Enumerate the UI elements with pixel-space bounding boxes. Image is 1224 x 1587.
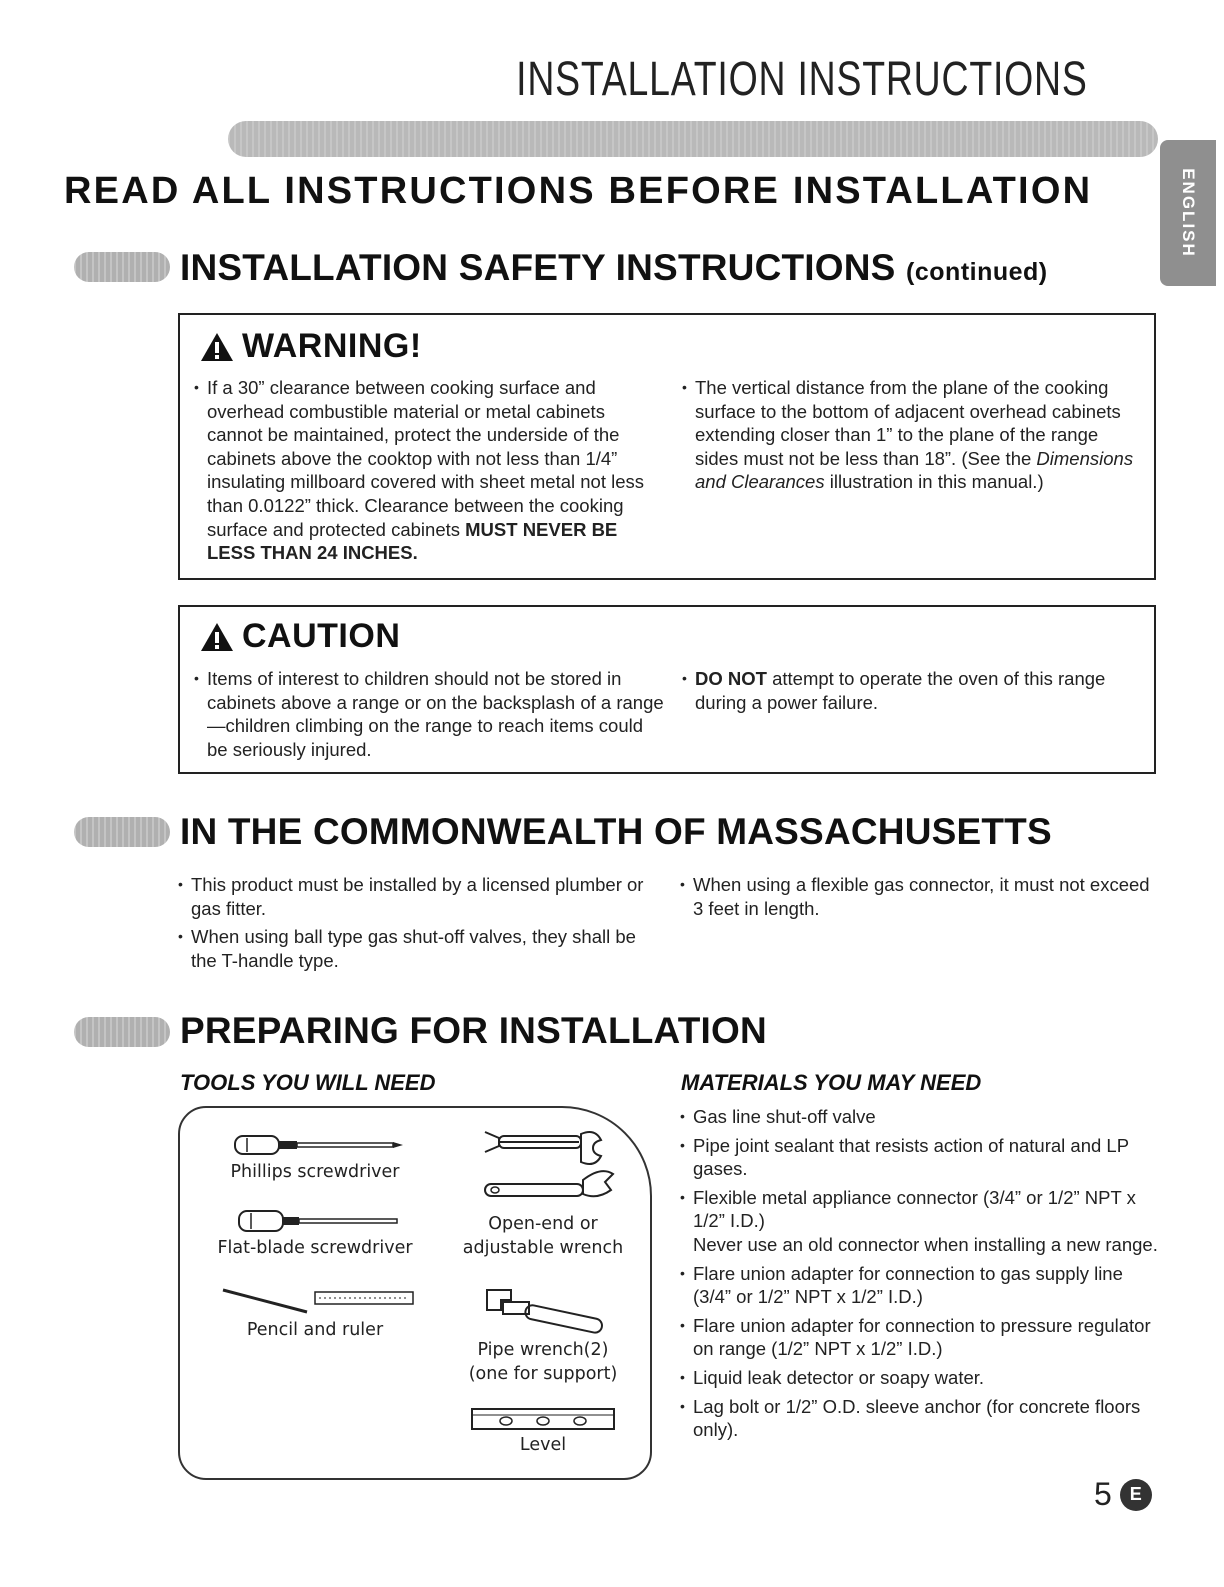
materials-item: • Lag bolt or 1/2” O.D. sleeve anchor (for concrete floors only). [680, 1395, 1160, 1442]
tool-wrench-label-2: adjustable wrench [462, 1238, 624, 1258]
brand-mark-icon: E [1120, 1479, 1152, 1511]
page-number-text: 5 [1094, 1476, 1112, 1512]
warning-title-row [200, 327, 422, 366]
caution-left-column [194, 667, 664, 761]
phillips-screwdriver-icon [225, 1130, 405, 1160]
caution-title: CAUTION [242, 617, 401, 655]
tool-level [448, 1403, 638, 1457]
tool-wrench [448, 1120, 638, 1260]
page-title: INSTALLATION INSTRUCTIONS [516, 53, 1088, 106]
tool-pipe-wrench-label-1: Pipe wrench(2) [477, 1340, 609, 1360]
caution-right-bold: DO NOT [695, 668, 767, 689]
materials-list [680, 1105, 1160, 1442]
page-number [1094, 1476, 1152, 1513]
caution-right-text: attempt to operate the oven of this range during a power failure. [695, 668, 1106, 713]
warning-title: WARNING! [242, 327, 422, 365]
flat-screwdriver-icon [225, 1206, 405, 1236]
warning-right-item [682, 376, 1142, 494]
tool-level-label: Level [519, 1435, 567, 1455]
caution-right-item [682, 667, 1142, 714]
wrench-icon [463, 1120, 623, 1212]
caution-right-column [682, 667, 1142, 714]
tool-phillips [215, 1130, 415, 1184]
warning-left-text: If a 30” clearance between cooking surface and overhead combustible material or metal cabinets cannot be maintained, protect the underside of the cabinets above the cooktop with not less than 1/4” insulating millboard covered with sheet metal not less than 0.0122” thick. Clearance between the cooking surface and protected cabinets [207, 377, 645, 540]
pencil-ruler-icon [215, 1284, 415, 1318]
massachusetts-item: • When using ball type gas shut-off valves, they shall be the T-handle type. [178, 925, 656, 972]
massachusetts-right-column [680, 873, 1150, 920]
tool-phillips-label: Phillips screwdriver [230, 1162, 400, 1182]
main-heading: READ ALL INSTRUCTIONS BEFORE INSTALLATION [64, 170, 1093, 212]
section-marker [74, 1017, 170, 1047]
massachusetts-left-column [178, 873, 656, 972]
warning-left-bold: MUST NEVER BE LESS THAN 24 INCHES. [207, 518, 618, 564]
materials-item: • Liquid leak detector or soapy water. [680, 1366, 1160, 1390]
level-icon [468, 1403, 618, 1433]
tool-wrench-label-1: Open-end or [488, 1214, 598, 1234]
section-marker [74, 252, 170, 282]
tool-pipe-wrench-label-2: (one for support) [468, 1364, 618, 1384]
warning-right-italic: Dimensions and Clearances [695, 447, 1134, 493]
warning-right-text-after: illustration in this manual.) [829, 471, 1044, 493]
pipe-wrench-icon [473, 1286, 613, 1338]
massachusetts-item: • When using a flexible gas connector, it must not exceed 3 feet in length. [680, 873, 1150, 920]
tool-flat [215, 1206, 415, 1260]
warning-box [178, 313, 1156, 580]
title-decorative-bar [228, 121, 1158, 157]
tool-pencil-ruler-label: Pencil and ruler [246, 1320, 384, 1340]
tools-heading: TOOLS YOU WILL NEED [180, 1070, 436, 1095]
safety-heading-text: INSTALLATION SAFETY INSTRUCTIONS [180, 247, 896, 288]
materials-item: • Flare union adapter for connection to pressure regulator on range (1/2” NPT x 1/2” I.D.) [680, 1314, 1160, 1361]
materials-item: • Pipe joint sealant that resists action of natural and LP gases. [680, 1134, 1160, 1181]
connector-note: Never use an old connector when installing a new range. [693, 1233, 1158, 1255]
massachusetts-heading: IN THE COMMONWEALTH OF MASSACHUSETTS [180, 811, 1052, 852]
materials-item: • Gas line shut-off valve [680, 1105, 1160, 1129]
caution-left-item: • Items of interest to children should not be stored in cabinets above a range or on the backsplash of a range—children climbing on the range to reach items could be seriously injured. [194, 667, 664, 761]
tool-flat-label: Flat-blade screwdriver [217, 1238, 413, 1258]
caution-box [178, 605, 1156, 774]
tool-pipe-wrench [448, 1286, 638, 1386]
safety-heading [180, 247, 1048, 289]
warning-left-column [194, 376, 664, 565]
warning-triangle-icon [200, 622, 234, 652]
language-tab [1160, 140, 1216, 286]
warning-triangle-icon [200, 332, 234, 362]
materials-item-text: Flexible metal appliance connector (3/4” or 1/2” NPT x 1/2” I.D.) [693, 1186, 1136, 1232]
materials-item [680, 1186, 1160, 1257]
warning-right-text-before: The vertical distance from the plane of the cooking surface to the bottom of adjacent overhead cabinets extending closer than 1” to the plane of the range sides must not be less than 18”. (See the [695, 377, 1121, 469]
warning-left-item [194, 376, 664, 565]
preparing-heading: PREPARING FOR INSTALLATION [180, 1010, 767, 1051]
materials-heading: MATERIALS YOU MAY NEED [681, 1070, 982, 1095]
materials-item: • Flare union adapter for connection to gas supply line (3/4” or 1/2” NPT x 1/2” I.D.) [680, 1262, 1160, 1309]
warning-right-column [682, 376, 1142, 494]
language-tab-label: ENGLISH [1179, 168, 1198, 258]
massachusetts-item: • This product must be installed by a licensed plumber or gas fitter. [178, 873, 656, 920]
tool-pencil-ruler [215, 1284, 415, 1342]
safety-heading-suffix: (continued) [906, 258, 1048, 286]
caution-title-row [200, 617, 400, 656]
section-marker [74, 817, 170, 847]
